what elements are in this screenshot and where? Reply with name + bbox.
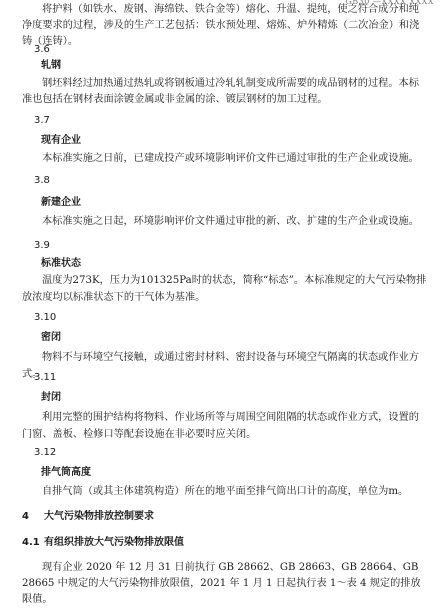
section-number-3-8: 3.8 [34,175,50,186]
term-rolling: 轧钢 [41,60,61,71]
definition-rolling: 钢坯料经过加热通过热轧或将钢板通过冷轧轧制变成所需要的成品钢材的过程。本标准也包括在钢材表面涂镀金属或非金属的涂、镀层钢材的加工过程。 [22,78,419,105]
term-existing-enterprise: 现有企业 [41,135,81,146]
section-number-3-10: 3.10 [34,312,57,323]
section-heading-4 [22,509,154,525]
definition-existing-enterprise: 本标准实施之日前，已建成投产或环境影响评价文件已通过审批的生产企业或设施。 [42,153,419,164]
term-enclosed: 封闭 [41,392,61,403]
definition-stack-height: 自排气筒（或其主体建筑构造）所在的地平面至排气筒出口计的高度，单位为m。 [42,486,409,497]
section-number-4-1: 4.1 [22,537,40,548]
definition-standard-state: 温度为273K，压力为101325Pa时的状态，简称“标态”。本标准规定的大气污染物排放浓度均以标准状态下的干气体为基准。 [22,275,427,303]
section-number-3-7: 3.7 [34,115,50,126]
definition-enclosed: 利用完整的围护结构将物料、作业场所等与周围空间阻隔的状态或作业方式，设置的门窗、盖板、检修口等配套设施在非必要时应关闭。 [22,412,419,440]
section-number-3-11: 3.11 [34,372,57,383]
paragraph-emission-limits: 现有企业 2020 年 12 月 31 日前执行 GB 28662、GB 28663、GB 28664、GB 28665 中规定的大气污染物排放限值，2021 年 1 月 1 日起执行表 1～表 4 规定的排放限值。 [22,562,421,605]
term-new-enterprise: 新建企业 [41,197,81,208]
definition-airtight: 物料不与环境空气接触，或通过密封材料、密封设备与环境空气隔离的状态或作业方式。 [22,352,419,380]
paragraph-steelmaking-continued: 将护料（如铁水、废钢、海绵铁、铁合金等）熔化、升温、提纯，使之符合成分和纯净度要求的过程，涉及的生产工艺包括：铁水预处理、熔炼、炉外精炼（二次冶金）和浇铸（连铸）。 [22,4,420,47]
section-title-4: 大气污染物排放控制要求 [44,511,154,522]
section-heading-4-1 [22,535,184,551]
standard-code-header: GB30 —XXXX XXXX [345,0,434,6]
section-number-3-12: 3.12 [34,447,57,458]
term-stack-height: 排气筒高度 [41,467,91,478]
section-number-4: 4 [22,511,29,522]
definition-new-enterprise: 本标准实施之日起，环境影响评价文件通过审批的新、改、扩建的生产企业或设施。 [42,216,419,227]
section-title-4-1: 有组织排放大气污染物排放限值 [44,537,184,548]
term-standard-state: 标准状态 [41,258,81,269]
section-number-3-6: 3.6 [34,44,50,55]
term-airtight: 密闭 [41,332,61,343]
section-number-3-9: 3.9 [34,240,50,251]
